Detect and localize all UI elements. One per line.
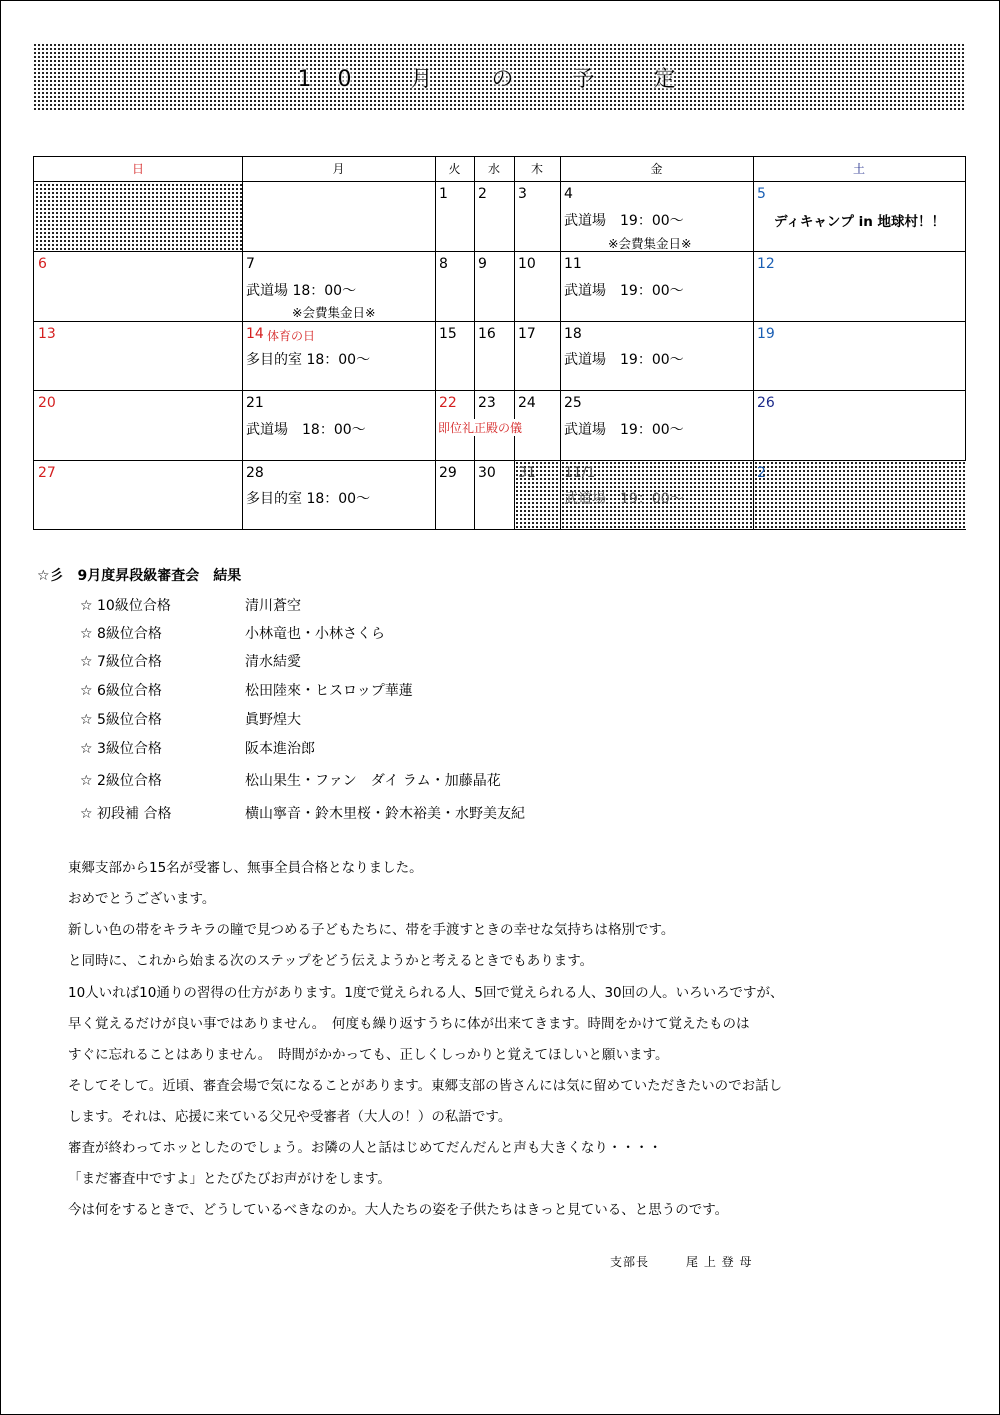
result-names: 阪本進治郎 <box>245 741 315 757</box>
event-multipurpose-room: 多目的室 18：00～ <box>246 491 371 507</box>
message-line: 東郷支部から15名が受審し、無事全員合格となりました。 <box>68 860 423 876</box>
message-line: 審査が終わってホッとしたのでしょう。お隣の人と話はじめてだんだんと声も大きくなり・・・・ <box>68 1140 662 1156</box>
message-line: 10人いれば10通りの習得の仕方があります。1度で覚えられる人、5回で覚えられる人、30回の人。いろいろですが、 <box>68 985 784 1001</box>
result-grade: ☆ 6級位合格 <box>80 683 162 699</box>
result-grade: ☆ 2級位合格 <box>80 773 162 789</box>
day-cell: 26 <box>757 395 775 411</box>
day-cell: 25 武道場 19：00～ <box>564 395 684 438</box>
header-friday: 金 <box>650 162 663 176</box>
day-cell: 15 <box>439 326 457 342</box>
event-dojo: 武道場 19：00～ <box>564 491 684 507</box>
message-line: そしてそして。近頃、審査会場で気になることがあります。東郷支部の皆さんには気に留めていただきたいのでお話し <box>68 1078 783 1094</box>
day-cell: 11/1 武道場 19：00～ <box>564 465 684 507</box>
header-wednesday: 水 <box>487 162 500 176</box>
result-names: 清水結愛 <box>245 654 301 670</box>
day-cell: 8 <box>439 256 448 272</box>
fee-collection-note: ※会費集金日※ <box>608 236 692 251</box>
day-cell: 30 <box>478 465 496 481</box>
day-cell: 27 <box>38 465 56 481</box>
fee-collection-note: ※会費集金日※ <box>292 305 376 320</box>
event-dojo: 武道場 18：00～ <box>246 422 366 438</box>
page-title: 10 月 の 予 定 <box>297 67 702 92</box>
day-cell: 12 <box>757 256 775 272</box>
header-tuesday: 火 <box>448 162 461 176</box>
signature-role: 支部長 <box>610 1255 650 1269</box>
day-cell: 5 ディキャンプ in 地球村！！ <box>757 186 946 230</box>
event-day-camp: ディキャンプ in 地球村！！ <box>774 214 946 230</box>
day-cell: 21 武道場 18：00～ <box>246 395 366 438</box>
result-names: 横山寧音・鈴木里桜・鈴木裕美・水野美友紀 <box>245 806 525 822</box>
result-names: 松田陸來・ヒスロップ華蓮 <box>245 683 413 699</box>
message-line: おめでとうございます。 <box>68 891 216 907</box>
calendar <box>33 156 966 530</box>
day-cell: 20 <box>38 395 56 411</box>
event-dojo: 武道場 19：00～ <box>564 213 684 229</box>
result-grade: ☆ 8級位合格 <box>80 626 162 642</box>
header-monday: 月 <box>332 162 345 176</box>
result-names: 清川蒼空 <box>245 598 301 614</box>
day-cell: 22 <box>439 395 457 411</box>
event-dojo: 武道場 19：00～ <box>564 422 684 438</box>
result-names: 眞野煌大 <box>245 712 301 728</box>
header-thursday: 木 <box>530 162 543 176</box>
day-cell: 2 <box>478 186 487 202</box>
day-cell: 6 <box>38 256 47 272</box>
day-cell: 29 <box>439 465 457 481</box>
header-sunday: 日 <box>131 162 144 176</box>
message-line: 新しい色の帯をキラキラの瞳で見つめる子どもたちに、帯を手渡すときの幸せな気持ちは格別です。 <box>68 922 675 938</box>
event-dojo: 武道場 19：00～ <box>564 352 684 368</box>
day-cell: 4 武道場 19：00～ ※会費集金日※ <box>564 186 692 251</box>
holiday-label: 体育の日 <box>267 329 316 343</box>
day-cell: 14 体育の日 多目的室 18：00～ <box>246 326 371 368</box>
day-cell: 3 <box>518 186 527 202</box>
signature-name: 尾 上 登 母 <box>686 1255 753 1269</box>
day-cell: 10 <box>518 256 536 272</box>
result-grade: ☆ 10級位合格 <box>80 598 171 614</box>
message-line: 今は何をするときで、どうしているべきなのか。大人たちの姿を子供たちはきっと見ている、と思うのです。 <box>68 1202 729 1218</box>
day-cell: 24 <box>518 395 536 411</box>
result-grade: ☆ 7級位合格 <box>80 654 162 670</box>
event-dojo: 武道場 19：00～ <box>564 283 684 299</box>
day-cell: 17 <box>518 326 536 342</box>
day-cell: 13 <box>38 326 56 342</box>
event-dojo: 武道場 18：00～ <box>246 283 357 299</box>
result-names: 小林竜也・小林さくら <box>245 626 385 642</box>
results-heading: ☆彡 9月度昇段級審査会 結果 <box>37 568 242 584</box>
day-cell: 23 <box>478 395 496 411</box>
message-line: と同時に、これから始まる次のステップをどう伝えようかと考えるときでもあります。 <box>68 953 594 969</box>
message-line: すぐに忘れることはありません。 時間がかかっても、正しくしっかりと覚えてほしいと願います。 <box>68 1047 669 1063</box>
event-multipurpose-room: 多目的室 18：00～ <box>246 352 371 368</box>
result-names: 松山果生・ファン ダイ ラム・加藤晶花 <box>245 773 501 789</box>
day-cell: 7 武道場 18：00～ ※会費集金日※ <box>246 256 376 320</box>
message-line: します。それは、応援に来ている父兄や受審者（大人の！）の私語です。 <box>68 1109 512 1125</box>
result-grade: ☆ 初段補 合格 <box>80 806 172 822</box>
result-grade: ☆ 5級位合格 <box>80 712 162 728</box>
result-grade: ☆ 3級位合格 <box>80 741 162 757</box>
header-saturday: 土 <box>852 162 865 176</box>
message-line: 早く覚えるだけが良い事ではありません。 何度も繰り返すうちに体が出来てきます。時間をかけて覚えたものは <box>68 1016 750 1032</box>
calendar-blank-cell <box>35 183 242 251</box>
title-banner <box>33 43 966 112</box>
day-cell: 9 <box>478 256 487 272</box>
message-line: 「まだ審査中ですよ」とたびたびお声がけをします。 <box>68 1171 391 1187</box>
day-cell: 31 <box>518 465 536 481</box>
day-cell: 19 <box>757 326 775 342</box>
day-cell: 16 <box>478 326 496 342</box>
day-cell: 1 <box>439 186 448 202</box>
day-cell: 2 <box>757 465 766 481</box>
holiday-label: 即位礼正殿の儀 <box>438 421 523 435</box>
day-cell: 28 多目的室 18：00～ <box>246 465 371 507</box>
day-cell: 18 武道場 19：00～ <box>564 326 684 368</box>
day-cell: 11 武道場 19：00～ <box>564 256 684 299</box>
